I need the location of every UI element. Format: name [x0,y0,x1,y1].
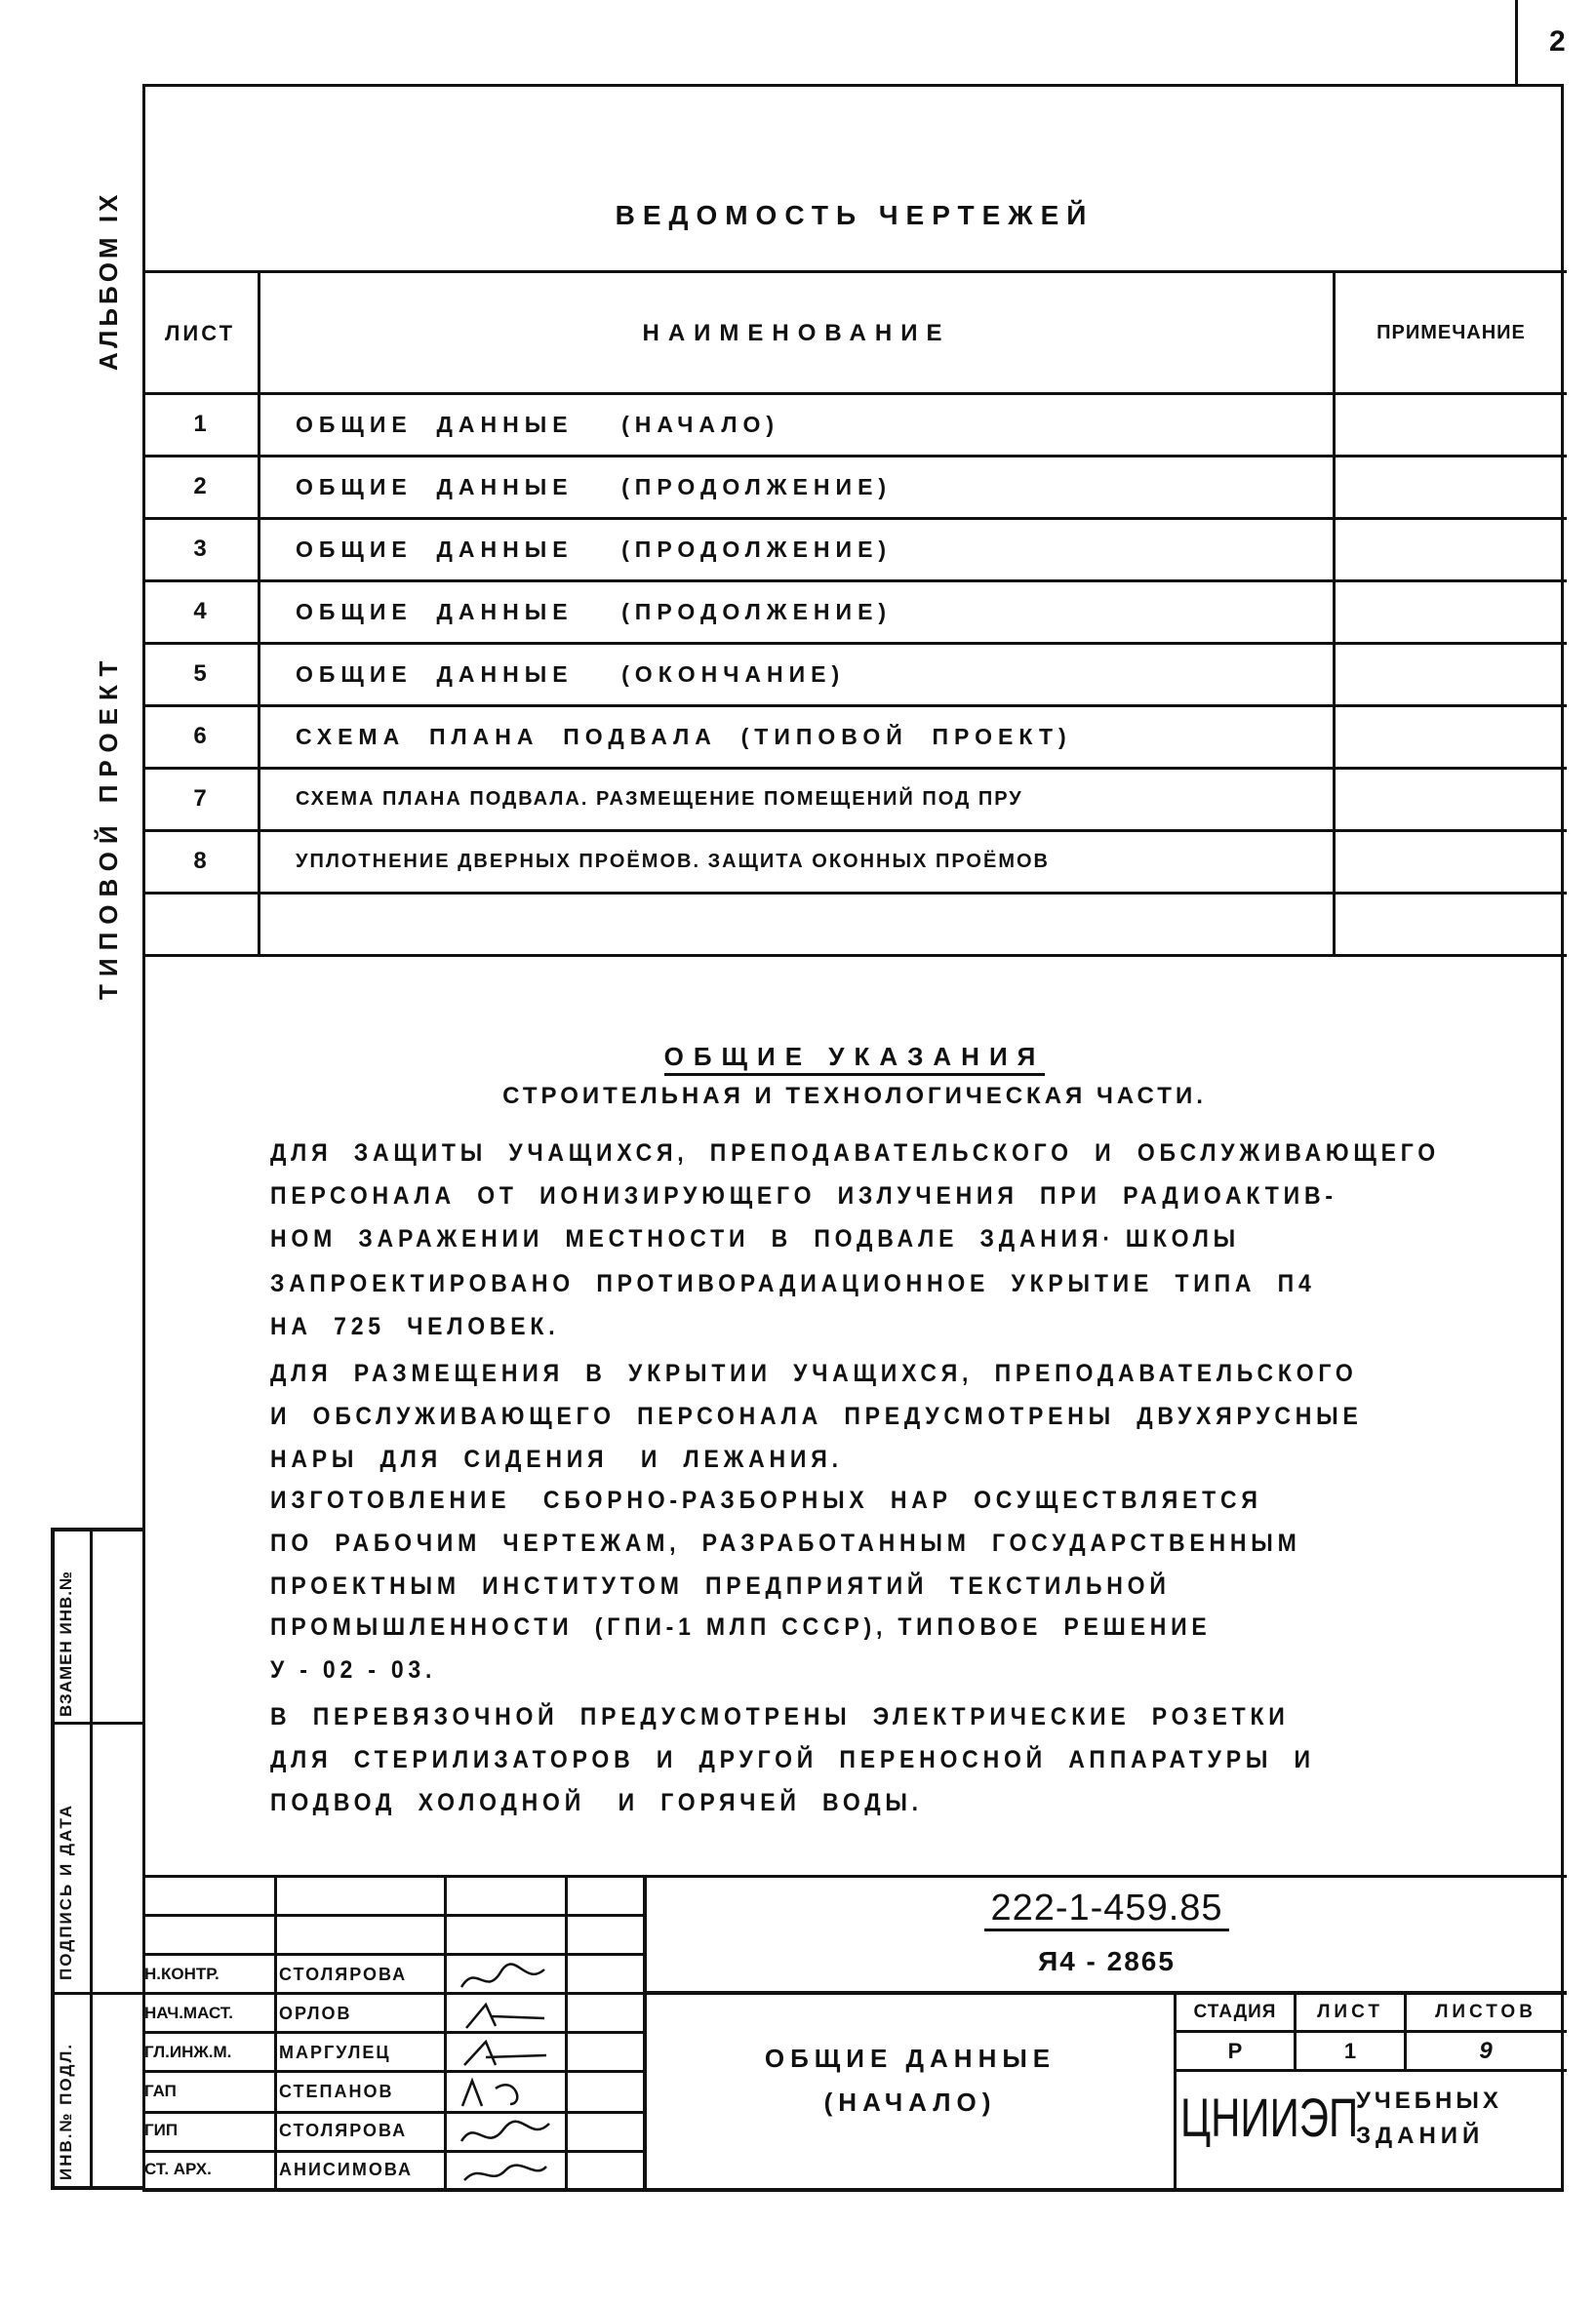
notes-line: ПРОЕКТНЫМ ИНСТИТУТОМ ПРЕДПРИЯТИЙ ТЕКСТИЛЬНОЙ [270,1572,1171,1600]
notes-line: В ПЕРЕВЯЗОЧНОЙ ПРЕДУСМОТРЕНЫ ЭЛЕКТРИЧЕСКИЕ РОЗЕТКИ [270,1703,1290,1730]
signature-mark [457,2036,564,2071]
margin-stamp-row [51,1992,142,1995]
signatory-name: ОРЛОВ [279,2003,352,2023]
row-note [1336,830,1567,893]
tb-row [142,1914,645,1917]
notes-line: ПО РАБОЧИМ ЧЕРТЕЖАМ, РАЗРАБОТАННЫМ ГОСУДАРСТВЕННЫМ [270,1530,1301,1557]
signature-mark [457,1997,564,2032]
header-name: НАИМЕНОВАНИЕ [642,319,951,346]
sheet-title-line1: ОБЩИЕ ДАННЫЕ [764,2044,1057,2073]
project-code-text: 222-1-459.85 [984,1888,1228,1931]
org-line2: ЗДАНИЙ [1356,2123,1485,2149]
table-row [142,830,1567,893]
signatory-role: ГАП [144,2082,177,2100]
table-row [142,768,1567,830]
signatory-name: СТЕПАНОВ [279,2081,394,2101]
signature-mark [457,2153,564,2188]
notes-line: НА 725 ЧЕЛОВЕК. [270,1313,560,1340]
row-note [1336,768,1567,830]
notes-line: И ОБСЛУЖИВАЮЩЕГО ПЕРСОНАЛА ПРЕДУСМОТРЕНЫ ДВУХЯРУСНЫЕ [270,1403,1363,1430]
row-sheet: 4 [193,598,207,624]
row-note [1336,393,1567,456]
title-block-top [142,1875,1567,1878]
row-sheet: 5 [193,660,207,687]
stamp-original-inv: ИНВ.№ ПОДЛ. [57,2042,75,2180]
notes-line: ДЛЯ РАЗМЕЩЕНИЯ В УКРЫТИИ УЧАЩИХСЯ, ПРЕПОДАВАТЕЛЬСКОГО [270,1360,1358,1387]
drawings-list-title: ВЕДОМОСТЬ ЧЕРТЕЖЕЙ [615,200,1095,230]
notes-line: ДЛЯ СТЕРИЛИЗАТОРОВ И ДРУГОЙ ПЕРЕНОСНОЙ АППАРАТУРЫ И [270,1746,1315,1773]
signature-mark [457,1958,564,1993]
row-name: УПЛОТНЕНИЕ ДВЕРНЫХ ПРОЁМОВ. ЗАЩИТА ОКОННЫХ ПРОЁМОВ [296,850,1050,872]
row-name: ОБЩИЕ ДАННЫЕ (ПРОДОЛЖЕНИЕ) [296,536,893,562]
signatory-role: ГЛ.ИНЖ.М. [144,2043,232,2061]
row-sheet: 8 [193,848,207,874]
row-name: ОБЩИЕ ДАННЫЕ (ПРОДОЛЖЕНИЕ) [296,473,893,499]
sheets-value: 9 [1479,2037,1493,2064]
row-sheet: 7 [193,785,207,812]
table-row [142,643,1567,705]
row-note [1336,518,1567,580]
general-notes-title-text: ОБЩИЕ УКАЗАНИЯ [664,1042,1046,1076]
notes-line: У - 02 - 03. [270,1656,437,1684]
row-sheet: 2 [193,473,207,499]
row-sheet: 1 [193,411,207,437]
row-name: ОБЩИЕ ДАННЫЕ (ПРОДОЛЖЕНИЕ) [296,598,893,624]
notes-line: НАРЫ ДЛЯ СИДЕНИЯ И ЛЕЖАНИЯ. [270,1446,843,1473]
signature-mark [457,2075,564,2110]
notes-line: ИЗГОТОВЛЕНИЕ СБОРНО-РАЗБОРНЫХ НАР ОСУЩЕСТВЛЯЕТСЯ [270,1487,1262,1514]
signatory-role: НАЧ.МАСТ. [144,2004,233,2022]
signatory-role: ГИП [144,2121,179,2139]
sheet-value: 1 [1343,2038,1357,2063]
table-row [142,580,1567,643]
sheets-label: ЛИСТОВ [1435,2001,1536,2022]
page-number-divider [1515,0,1518,86]
row-name: СХЕМА ПЛАНА ПОДВАЛА. РАЗМЕЩЕНИЕ ПОМЕЩЕНИЙ ПОД ПРУ [296,787,1023,810]
project-type-label: ТИПОВОЙ ПРОЕКТ [94,653,123,1000]
sheet-title-line2: (НАЧАЛО) [823,2088,997,2117]
signatory-name: МАРГУЛЕЦ [279,2042,391,2062]
signatory-name: СТОЛЯРОВА [279,2120,408,2140]
notes-line: ПРОМЫШЛЕННОСТИ (ГПИ-1 МЛП СССР), ТИПОВОЕ РЕШЕНИЕ [270,1613,1212,1641]
margin-stamp-divider [90,1528,93,2190]
table-row [142,456,1567,518]
signatory-role: Н.КОНТР. [144,1965,219,1983]
table-row [142,518,1567,580]
row-note [1336,456,1567,518]
stage-label: СТАДИЯ [1193,2001,1277,2022]
notes-line: ПЕРСОНАЛА ОТ ИОНИЗИРУЮЩЕГО ИЗЛУЧЕНИЯ ПРИ РАДИОАКТИВ- [270,1182,1337,1210]
frame-bottom [142,2188,1564,2192]
signatory-role: СТ. АРХ. [144,2160,212,2178]
table-row [142,393,1567,456]
stamp-signature-date: ПОДПИСЬ И ДАТА [57,1803,75,1980]
notes-line: ДЛЯ ЗАЩИТЫ УЧАЩИХСЯ, ПРЕПОДАВАТЕЛЬСКОГО И ОБСЛУЖИВАЮЩЕГО [270,1139,1440,1167]
org-logo: ЦНИИЭП [1180,2087,1359,2148]
tb-row [1174,2069,1567,2072]
sheet-label: ЛИСТ [1317,2001,1383,2022]
row-note [1336,580,1567,643]
row-note [1336,643,1567,705]
notes-line: НОМ ЗАРАЖЕНИИ МЕСТНОСТИ В ПОДВАЛЕ ЗДАНИЯ· ШКОЛЫ [270,1225,1240,1253]
stage-value: Р [1227,2038,1243,2063]
general-notes-title [142,1042,1567,1072]
signatory-name: АНИСИМОВА [279,2159,413,2179]
project-code [647,1888,1567,1929]
org-line1: УЧЕБНЫХ [1356,2088,1502,2114]
header-note: ПРИМЕЧАНИЕ [1377,322,1526,343]
row-sheet: 6 [193,723,207,749]
album-label: АЛЬБОМ IX [94,190,123,371]
page-number: 2 [1549,25,1571,58]
row-name: ОБЩИЕ ДАННЫЕ (ОКОНЧАНИЕ) [296,660,846,687]
archive-number: Я4 - 2865 [1038,1946,1176,1976]
header-sheet: ЛИСТ [164,320,236,345]
signature-mark [457,2114,564,2149]
general-notes-subtitle: СТРОИТЕЛЬНАЯ И ТЕХНОЛОГИЧЕСКАЯ ЧАСТИ. [502,1083,1207,1109]
stamp-replace-inv: ВЗАМЕН ИНВ.№ [57,1571,75,1717]
row-name: ОБЩИЕ ДАННЫЕ (НАЧАЛО) [296,411,780,437]
notes-line: ПОДВОД ХОЛОДНОЙ И ГОРЯЧЕЙ ВОДЫ. [270,1789,923,1816]
notes-line: ЗАПРОЕКТИРОВАНО ПРОТИВОРАДИАЦИОННОЕ УКРЫТИЕ ТИПА П4 [270,1270,1316,1297]
table-row [142,705,1567,768]
row-sheet: 3 [193,536,207,562]
list-bottom-rule [142,954,1567,957]
signatory-name: СТОЛЯРОВА [279,1964,408,1984]
margin-stamp-row [51,1722,142,1725]
row-note [1336,705,1567,768]
row-name: СХЕМА ПЛАНА ПОДВАЛА (ТИПОВОЙ ПРОЕКТ) [296,723,1072,749]
